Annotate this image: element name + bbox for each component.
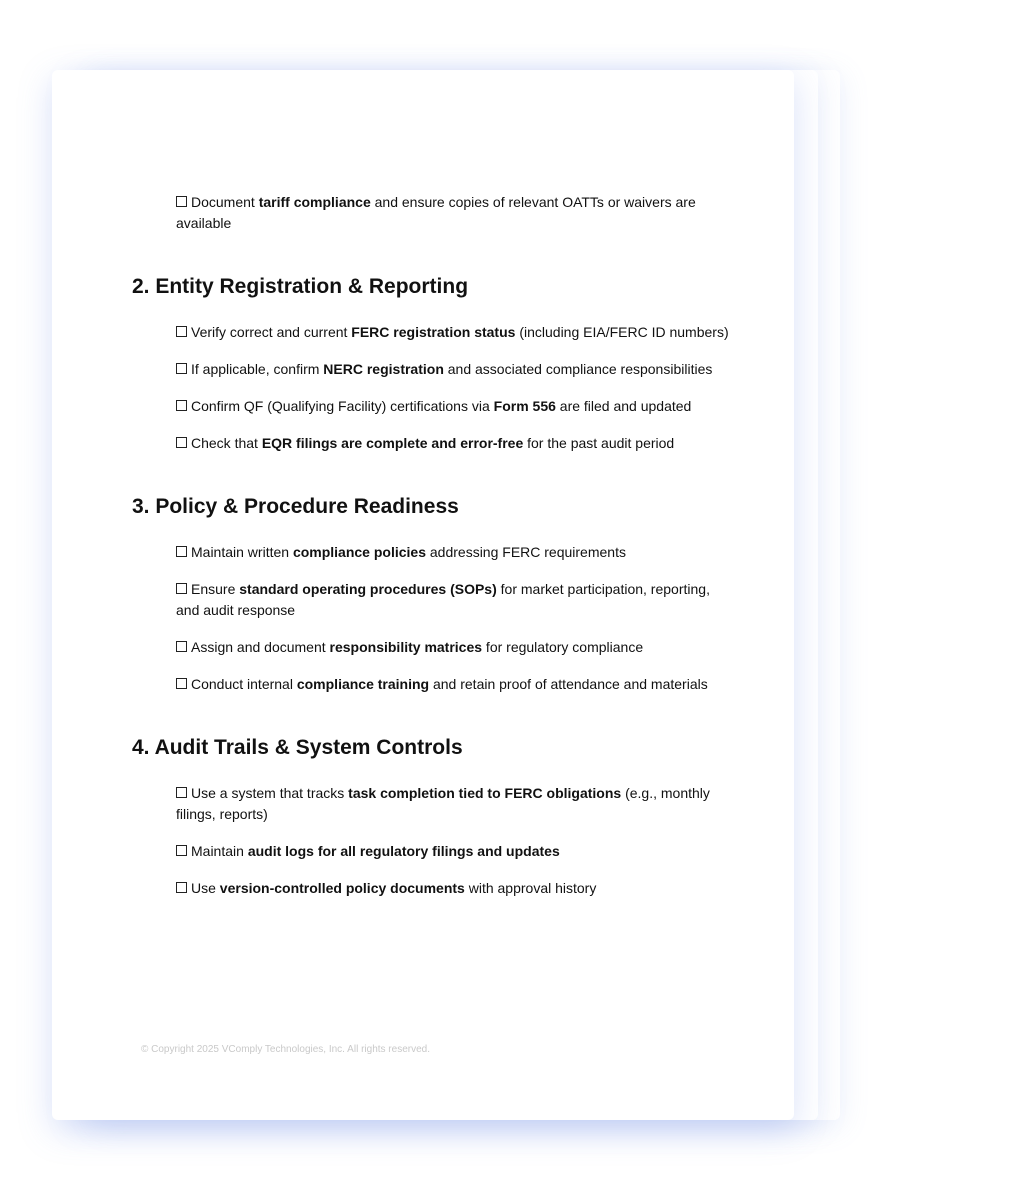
item-text: (e.g., monthly filings, reports): [176, 785, 710, 822]
checkbox-icon: [176, 546, 187, 557]
item-text: If applicable, confirm: [191, 361, 324, 377]
checklist-item: [176, 396, 732, 417]
emphasis-text: compliance policies: [292, 544, 426, 560]
checklist-item: [176, 322, 732, 343]
item-text: Maintain: [191, 843, 248, 859]
checklist-section: [132, 274, 732, 454]
checklist-item: [176, 579, 732, 621]
checkbox-icon: [176, 437, 187, 448]
item-text: with approval history: [464, 880, 597, 896]
checklist-item: [176, 433, 732, 454]
item-text: and ensure copies of relevant OATTs or waivers are available: [176, 194, 696, 231]
item-text: Conduct internal: [191, 676, 297, 692]
checkbox-icon: [176, 641, 187, 652]
item-text: (including EIA/FERC ID numbers): [515, 324, 729, 340]
checklist-item: [176, 878, 732, 899]
checklist-item: [176, 542, 732, 563]
copyright-footer: © Copyright 2025 VComply Technologies, Inc. All rights reserved.: [141, 1044, 430, 1055]
checkbox-icon: [176, 787, 187, 798]
emphasis-text: task completion tied to FERC obligations: [348, 785, 622, 801]
item-text: Confirm QF (Qualifying Facility) certifications via: [191, 398, 494, 414]
checkbox-icon: [176, 196, 187, 207]
emphasis-text: responsibility matrices: [329, 639, 483, 655]
emphasis-text: FERC registration status: [351, 324, 516, 340]
item-text: Document: [191, 194, 259, 210]
emphasis-text: NERC registration: [323, 361, 444, 377]
item-text: are filed and updated: [555, 398, 692, 414]
emphasis-text: Form 556: [493, 398, 556, 414]
document-content: [132, 192, 732, 915]
item-text: Check that: [191, 435, 262, 451]
emphasis-text: compliance training: [296, 676, 430, 692]
emphasis-text: audit logs for all regulatory filings and updates: [247, 843, 560, 859]
checkbox-icon: [176, 845, 187, 856]
checklist-item: [176, 674, 732, 695]
checkbox-icon: [176, 326, 187, 337]
emphasis-text: tariff compliance: [258, 194, 371, 210]
checkbox-icon: [176, 400, 187, 411]
emphasis-text: EQR filings are complete and error-free: [261, 435, 524, 451]
checkbox-icon: [176, 363, 187, 374]
item-text: and associated compliance responsibilities: [443, 361, 713, 377]
checklist-item: [176, 783, 732, 825]
item-text: Verify correct and current: [191, 324, 352, 340]
item-text: addressing FERC requirements: [426, 544, 626, 560]
checklist-item: [176, 841, 732, 862]
item-text: Ensure: [191, 581, 240, 597]
checkbox-icon: [176, 583, 187, 594]
section-heading: 3. Policy & Procedure Readiness: [132, 495, 459, 518]
item-text: for market participation, reporting, and audit response: [176, 581, 710, 618]
item-text: Assign and document: [191, 639, 330, 655]
checklist-item: [176, 192, 732, 234]
section-heading: 4. Audit Trails & System Controls: [132, 736, 463, 759]
item-text: Use: [191, 880, 220, 896]
item-text: Use a system that tracks: [191, 785, 349, 801]
checkbox-icon: [176, 678, 187, 689]
section-heading: 2. Entity Registration & Reporting: [132, 275, 469, 298]
checklist-item: [176, 359, 732, 380]
checklist-section: [132, 735, 732, 899]
item-text: Maintain written: [191, 544, 293, 560]
checklist-item: [176, 637, 732, 658]
document-page: [52, 70, 794, 1120]
item-text: for the past audit period: [523, 435, 675, 451]
checkbox-icon: [176, 882, 187, 893]
checklist-section: [132, 494, 732, 695]
sections-container: [132, 274, 732, 899]
emphasis-text: standard operating procedures (SOPs): [239, 581, 497, 597]
item-text: and retain proof of attendance and materials: [429, 676, 708, 692]
item-text: for regulatory compliance: [482, 639, 644, 655]
emphasis-text: version-controlled policy documents: [219, 880, 465, 896]
